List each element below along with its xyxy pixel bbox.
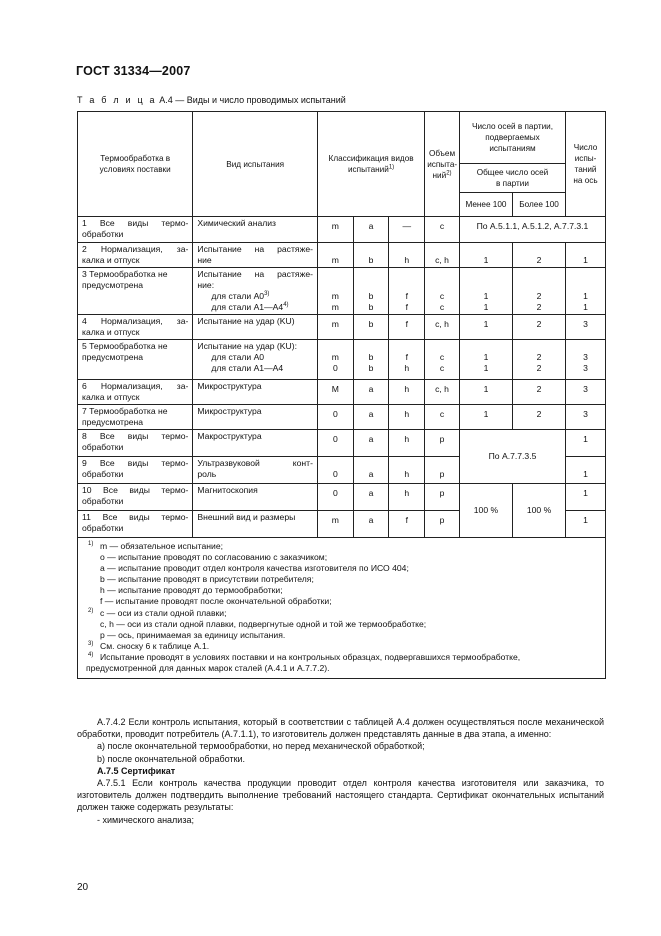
class-col2-cell: a <box>353 484 389 511</box>
table-row <box>78 315 606 340</box>
heat-treatment-cell: 11 Все виды термо- обработки <box>78 511 193 538</box>
footnote-line: 3) См. сноску 6 к таблице А.1. <box>88 640 210 651</box>
class-col3-cell: h <box>389 484 425 511</box>
heat-treatment-cell: 6 Нормализация, за- калка и отпуск <box>78 380 193 405</box>
tests-table <box>77 111 606 679</box>
table-row <box>78 268 606 315</box>
class-col3-cell: h <box>389 457 425 484</box>
class-col1-cell: m <box>317 217 353 243</box>
header-less-100: Менее 100 <box>459 193 512 217</box>
header-test-type: Вид испытания <box>193 112 318 217</box>
header-volume: Объем испыта- ний$^{2)}$ <box>425 112 460 217</box>
per-axle-cell: 3 <box>566 405 606 430</box>
heat-treatment-cell: 9 Все виды термо- обработки <box>78 457 193 484</box>
heat-treatment-cell: 8 Все виды термо- обработки <box>78 430 193 457</box>
less-100-cell: 1 <box>459 315 512 340</box>
volume-cell: c c <box>425 340 460 380</box>
more-100-cell: 2 <box>513 405 566 430</box>
page-number: 20 <box>77 882 89 893</box>
volume-cell: p <box>425 457 460 484</box>
footnote-line: h — испытание проводят до термообработки; <box>100 585 283 596</box>
table-caption <box>77 95 346 105</box>
footnote-line: 1) m — обязательное испытание; <box>88 541 224 551</box>
per-axle-cell: 1 <box>566 511 606 538</box>
heat-treatment-cell: 5 Термообработка не предусмотрена <box>78 340 193 380</box>
header-classification: Классификация видов испытаний$^{1)}$ <box>317 112 424 217</box>
volume-cell: c c <box>425 268 460 315</box>
less-100-cell: 1 1 <box>459 340 512 380</box>
heat-treatment-cell: 2 Нормализация, за- калка и отпуск <box>78 243 193 268</box>
class-col1-cell: m 0 <box>317 340 353 380</box>
body-section <box>77 716 604 826</box>
table-row <box>78 380 606 405</box>
table-row <box>78 430 606 457</box>
class-col2-cell: a <box>353 511 389 538</box>
class-col1-cell: m <box>317 243 353 268</box>
more-100-cell: 2 <box>513 380 566 405</box>
class-col2-cell: a <box>353 217 389 243</box>
footnote-line: b — испытание проводят в присутствии потребителя; <box>100 574 314 585</box>
class-col3-cell: h <box>389 243 425 268</box>
section-heading-a75: А.7.5 Сертификат <box>97 765 176 776</box>
footnote-mark: 4) <box>88 651 94 658</box>
table-row <box>78 217 606 243</box>
more-100-cell: 2 <box>513 315 566 340</box>
merged-ref-cell: По А.5.1.1, А.5.1.2, А.7.7.3.1 <box>459 217 605 243</box>
table-row <box>78 484 606 511</box>
more-100-cell: 2 2 <box>513 340 566 380</box>
list-item-a: а) после окончательной термообработки, но перед механической обработкой; <box>97 741 425 752</box>
table-footnotes <box>78 538 606 679</box>
footnote-line: f — испытание проводят после окончательной обработки; <box>100 596 332 607</box>
merged-ref-cell: По А.7.7.3.5 <box>459 430 565 484</box>
test-type-cell: Испытание на удар (KU) <box>193 315 318 340</box>
heat-treatment-cell: 3 Термообработка не предусмотрена <box>78 268 193 315</box>
class-col2-cell: a <box>353 430 389 457</box>
test-type-cell: Ультразвуковой конт- роль <box>193 457 318 484</box>
more-100-cell: 2 <box>513 243 566 268</box>
class-col2-cell: a <box>353 457 389 484</box>
footnote-mark: 2) <box>88 607 94 614</box>
footnote-line: o — испытание проводят по согласованию с заказчиком; <box>100 552 328 563</box>
volume-cell: c <box>425 217 460 243</box>
paragraph-a742: А.7.4.2 Если контроль испытания, который в соответствии с таблицей А.4 должен осуществляться после механической обработки, проводит потребитель (А.7.1.1), то изготовитель должен представлять данные в два этапа, а именно: <box>77 717 604 740</box>
test-type-cell: Микроструктура <box>193 405 318 430</box>
test-type-cell: Внешний вид и размеры <box>193 511 318 538</box>
volume-cell: c, h <box>425 380 460 405</box>
class-col1-cell: m <box>317 511 353 538</box>
less-100-cell: 1 <box>459 405 512 430</box>
paragraph-a751: А.7.5.1 Если контроль качества продукции проводит отдел контроля качества изготовителя или заказчика, то изготовитель должен подтвердить выполнение требований настоящего стандарта. Сертификат окончательных испытаний должен также содержать результаты: <box>77 778 604 813</box>
footnote-line: a — испытание проводит отдел контроля качества изготовителя по ИСО 404; <box>100 563 409 574</box>
class-col2-cell: b b <box>353 268 389 315</box>
test-type-cell: Испытание на растяже- ние <box>193 243 318 268</box>
test-type-cell: Химический анализ <box>193 217 318 243</box>
header-more-100: Более 100 <box>513 193 566 217</box>
table-row <box>78 405 606 430</box>
per-axle-cell: 3 3 <box>566 340 606 380</box>
class-col3-cell: f <box>389 511 425 538</box>
footnote-line: c, h — оси из стали одной плавки, подвергнутые одной и той же термообработке; <box>100 618 427 629</box>
list-item-b: b) после окончательной обработки. <box>97 753 246 764</box>
volume-cell: p <box>425 511 460 538</box>
footnote-mark: 1) <box>88 541 94 547</box>
test-type-cell: Макроструктура <box>193 430 318 457</box>
merged-less100-cell: 100 % <box>459 484 512 538</box>
per-axle-cell: 1 1 <box>566 268 606 315</box>
class-col3-cell: f <box>389 315 425 340</box>
per-axle-cell: 3 <box>566 380 606 405</box>
class-col1-cell: 0 <box>317 484 353 511</box>
heat-treatment-cell: 4 Нормализация, за- калка и отпуск <box>78 315 193 340</box>
header-axles-group: Число осей в партии, подвергаемых испытаниям <box>459 112 565 164</box>
more-100-cell: 2 2 <box>513 268 566 315</box>
class-col2-cell: a <box>353 380 389 405</box>
per-axle-cell: 1 <box>566 243 606 268</box>
volume-cell: c, h <box>425 315 460 340</box>
notes-row <box>78 538 606 679</box>
per-axle-cell: 1 <box>566 484 606 511</box>
per-axle-cell: 1 <box>566 457 606 484</box>
table-row <box>78 243 606 268</box>
test-type-cell: Испытание на растяже- ние: для стали А0$^{3)}$ для стали А1—А4$^{4)}$ <box>193 268 318 315</box>
class-col1-cell: m m <box>317 268 353 315</box>
class-col2-cell: a <box>353 405 389 430</box>
header-total-axles: Общее число осей в партии <box>459 164 565 193</box>
header-heat-treatment: Термообработка в условиях поставки <box>78 112 193 217</box>
header-tests-per-axle: Число испы- таний на ось <box>566 112 606 217</box>
footnote-line: 2) c — оси из стали одной плавки; <box>88 607 227 618</box>
class-col1-cell: M <box>317 380 353 405</box>
class-col3-cell: h <box>389 405 425 430</box>
less-100-cell: 1 1 <box>459 268 512 315</box>
less-100-cell: 1 <box>459 243 512 268</box>
table-row <box>78 340 606 380</box>
class-col1-cell: 0 <box>317 457 353 484</box>
class-col3-cell: h <box>389 430 425 457</box>
heat-treatment-cell: 10 Все виды термо- обработки <box>78 484 193 511</box>
class-col2-cell: b b <box>353 340 389 380</box>
heat-treatment-cell: 1 Все виды термо- обработки <box>78 217 193 243</box>
class-col1-cell: m <box>317 315 353 340</box>
document-header: ГОСТ 31334—2007 <box>76 64 191 78</box>
volume-cell: p <box>425 484 460 511</box>
footnote-line: 4) Испытание проводят в условиях поставки и на контрольных образцах, подвергавшихся термообработке, <box>88 651 521 662</box>
list-item-chem: - химического анализа; <box>97 814 194 825</box>
volume-cell: c, h <box>425 243 460 268</box>
test-type-cell: Испытание на удар (KU): для стали А0 для стали А1—А4 <box>193 340 318 380</box>
class-col1-cell: 0 <box>317 405 353 430</box>
test-type-cell: Магнитоскопия <box>193 484 318 511</box>
footnote-line: p — ось, принимаемая за единицу испытания. <box>100 629 286 640</box>
volume-cell: c <box>425 405 460 430</box>
per-axle-cell: 1 <box>566 430 606 457</box>
table-caption-text: А.4 — Виды и число проводимых испытаний <box>159 95 346 105</box>
heat-treatment-cell: 7 Термообработка не предусмотрена <box>78 405 193 430</box>
class-col3-cell: h <box>389 380 425 405</box>
class-col3-cell: f h <box>389 340 425 380</box>
footnote-mark: 3) <box>88 640 94 647</box>
merged-more100-cell: 100 % <box>513 484 566 538</box>
class-col2-cell: b <box>353 243 389 268</box>
volume-cell: p <box>425 430 460 457</box>
test-type-cell: Микроструктура <box>193 380 318 405</box>
class-col3-cell: — <box>389 217 425 243</box>
class-col2-cell: b <box>353 315 389 340</box>
less-100-cell: 1 <box>459 380 512 405</box>
footnote-line: предусмотренной для данных марок сталей (А.4.1 и А.7.7.2). <box>86 663 330 674</box>
class-col1-cell: 0 <box>317 430 353 457</box>
class-col3-cell: f f <box>389 268 425 315</box>
table-caption-prefix: Т а б л и ц а <box>77 95 157 105</box>
per-axle-cell: 3 <box>566 315 606 340</box>
